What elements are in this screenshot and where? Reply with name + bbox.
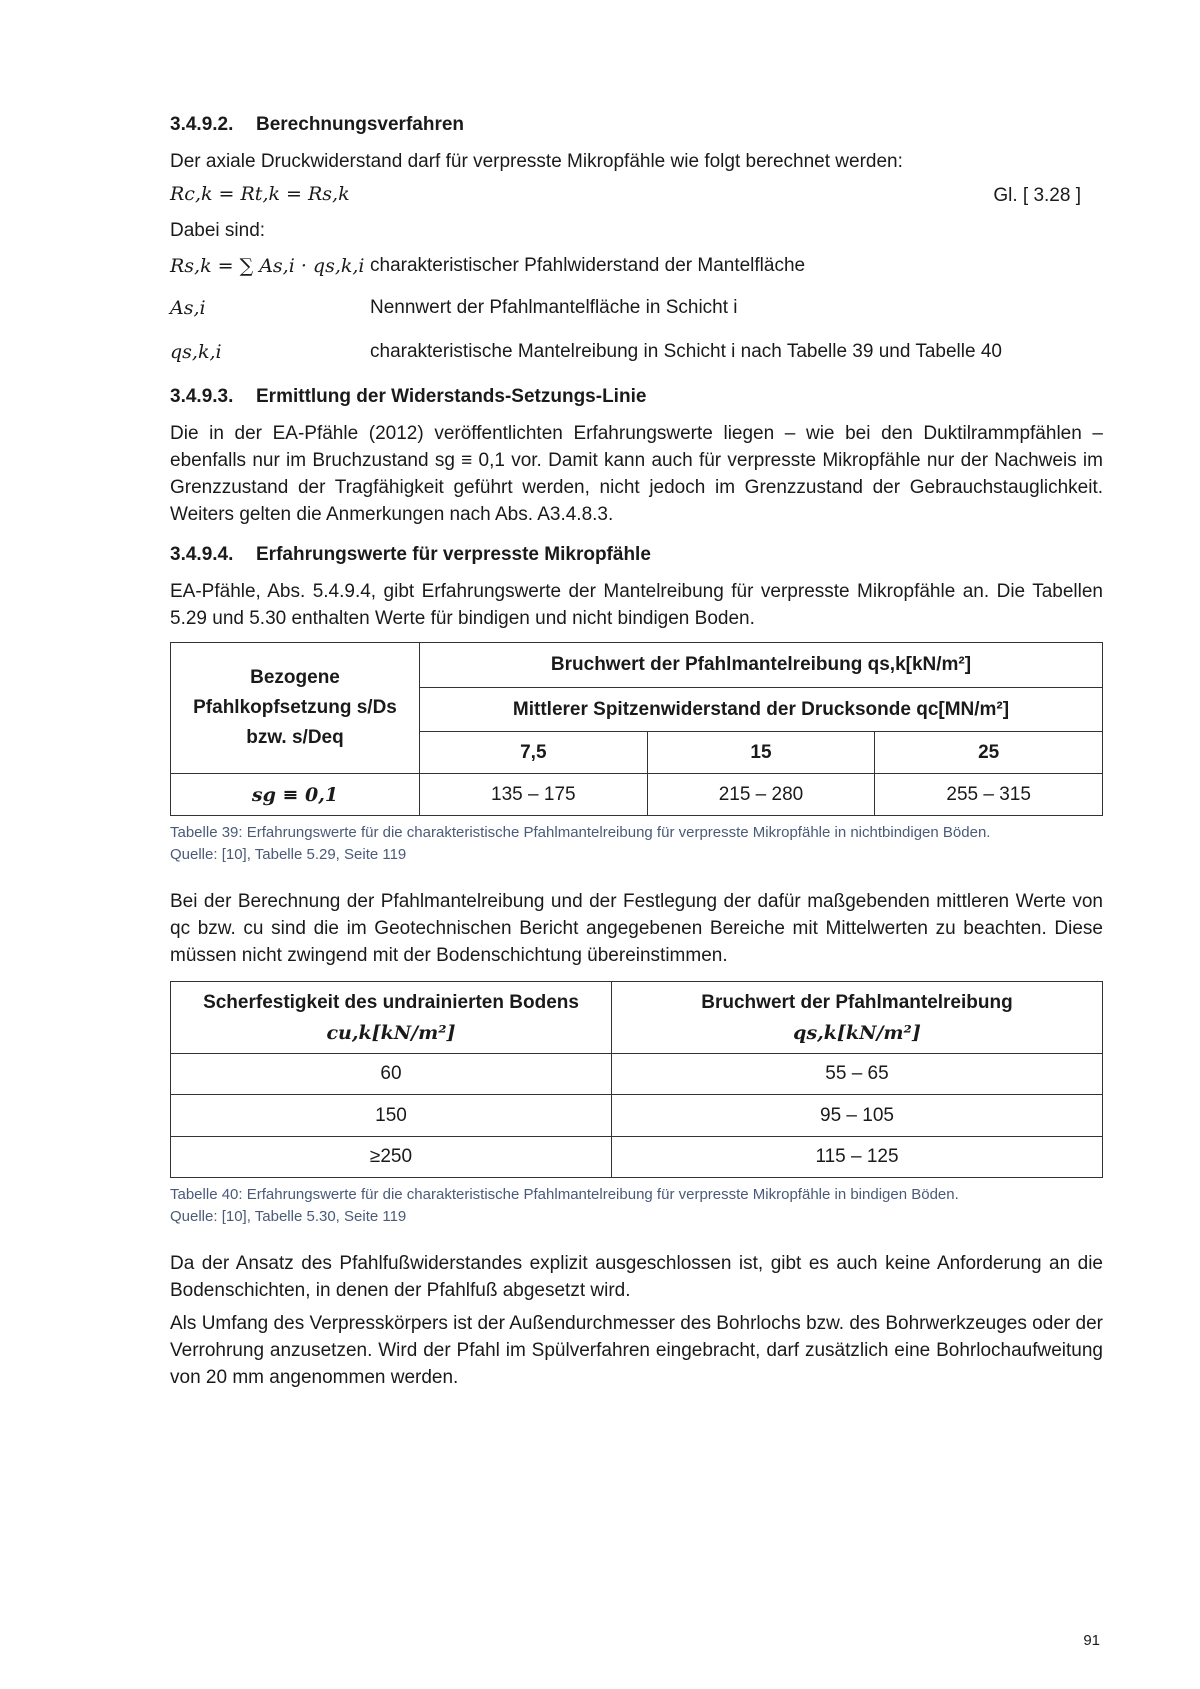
table-header-left: Scherfestigkeit des undrainierten Bodens cu,k[kN/m²] — [171, 982, 612, 1054]
table-row-label: sg ≡ 0,1 — [171, 774, 420, 816]
section-heading-3493: 3.4.9.3. Ermittlung der Widerstands-Setzungs-Linie — [170, 386, 647, 407]
definition-row — [170, 338, 1103, 378]
definition-symbol: Rs,k = ∑ As,i · qs,k,i — [170, 255, 365, 277]
paragraph-erfahrungswerte: EA-Pfähle, Abs. 5.4.9.4, gibt Erfahrungswerte der Mantelreibung für verpresste Mikropfähle an. Die Tabellen 5.29 und 5.30 enthalten Werte für bindigen und nicht bindigen Boden. — [170, 581, 1103, 629]
definition-list — [170, 252, 1103, 378]
table-row — [171, 1054, 1103, 1095]
page-number: 91 — [1083, 1632, 1100, 1649]
table-header-right: Bruchwert der Pfahlmantelreibung qs,k[kN/m²] — [612, 982, 1103, 1054]
definition-symbol: As,i — [170, 297, 206, 319]
table-cell: 150 — [171, 1095, 612, 1137]
paragraph-pfahlfuss: Da der Ansatz des Pfahlfußwiderstandes explizit ausgeschlossen ist, gibt es auch keine Anforderung an die Bodenschichten, in denen der Pfahlfuß abgesetzt wird. — [170, 1253, 1103, 1301]
table-column-header: 25 — [875, 732, 1103, 774]
table-row — [171, 1095, 1103, 1137]
table-cell: ≥250 — [171, 1137, 612, 1178]
equation-formula: Rc,k = Rt,k = Rs,k — [170, 183, 350, 205]
definition-row — [170, 252, 1103, 294]
table-corner-header: Bezogene Pfahlkopfsetzung s/Ds bzw. s/Deq — [171, 643, 420, 774]
table-header-mid: Mittlerer Spitzenwiderstand der Drucksonde qc[MN/m²] — [420, 688, 1103, 732]
dabei-label: Dabei sind: — [170, 220, 266, 241]
definition-symbol: qs,k,i — [170, 341, 222, 363]
intro-paragraph: Der axiale Druckwiderstand darf für verpresste Mikropfähle wie folgt berechnet werden: — [170, 151, 903, 172]
equation-row — [170, 183, 1103, 217]
table-cell: 55 – 65 — [612, 1054, 1103, 1095]
table-40-caption: Tabelle 40: Erfahrungswerte für die charakteristische Pfahlmantelreibung für verpresste Mikropfähle in bindigen Böden. Quelle: [10], Tabelle 5.30, Seite 119 — [170, 1186, 959, 1225]
table-cell: 95 – 105 — [612, 1095, 1103, 1137]
paragraph-wsl: Die in der EA-Pfähle (2012) veröffentlichten Erfahrungswerte liegen – wie bei den Duktilrammpfählen – ebenfalls nur im Bruchzustand sg ≡ 0,1 vor. Damit kann auch für verpresste Mikropfähle nur der Nachweis im Grenzzustand der Tragfähigkeit geführt werden, nicht jedoch im Grenzzustand der Gebrauchstauglichkeit. Weiters gelten die Anmerkungen nach Abs. A3.4.8.3. — [170, 423, 1103, 525]
definition-row — [170, 294, 1103, 338]
definition-text: Nennwert der Pfahlmantelfläche in Schicht i — [370, 297, 738, 318]
paragraph-berechnung: Bei der Berechnung der Pfahlmantelreibung und der Festlegung der dafür maßgebenden mittleren Werte von qc bzw. cu sind die im Geotechnischen Bericht angegebenen Bereiche mit Mittelwerten zu beachten. Diese müssen nicht zwingend mit der Bodenschichtung übereinstimmen. — [170, 891, 1103, 966]
definition-text: charakteristischer Pfahlwiderstand der Mantelfläche — [370, 255, 806, 276]
table-cell: 60 — [171, 1054, 612, 1095]
table-cell: 115 – 125 — [612, 1137, 1103, 1178]
table-cell: 135 – 175 — [420, 774, 648, 816]
equation-label: Gl. [ 3.28 ] — [993, 185, 1081, 206]
table-column-header: 15 — [647, 732, 875, 774]
section-heading-3492: 3.4.9.2. Berechnungsverfahren — [170, 114, 465, 135]
table-cell: 255 – 315 — [875, 774, 1103, 816]
table-39-caption: Tabelle 39: Erfahrungswerte für die charakteristische Pfahlmantelreibung für verpresste Mikropfähle in nichtbindigen Böden. Quelle: [10], Tabelle 5.29, Seite 119 — [170, 824, 991, 863]
table-column-header: 7,5 — [420, 732, 648, 774]
table-row — [171, 1137, 1103, 1178]
paragraph-umfang: Als Umfang des Verpresskörpers ist der Außendurchmesser des Bohrlochs bzw. des Bohrwerkzeuges oder der Verrohrung anzusetzen. Wird der Pfahl im Spülverfahren eingebracht, darf zusätzlich eine Bohrlochaufweitung von 20 mm angenommen werden. — [170, 1313, 1103, 1388]
table-header-top: Bruchwert der Pfahlmantelreibung qs,k[kN/m²] — [420, 643, 1103, 688]
table-40 — [170, 981, 1103, 1178]
table-39 — [170, 642, 1103, 816]
page-content — [170, 110, 1103, 1391]
table-cell: 215 – 280 — [647, 774, 875, 816]
table-row — [171, 774, 1103, 816]
section-heading-3494: 3.4.9.4. Erfahrungswerte für verpresste Mikropfähle — [170, 544, 651, 565]
definition-text: charakteristische Mantelreibung in Schicht i nach Tabelle 39 und Tabelle 40 — [370, 341, 1002, 362]
